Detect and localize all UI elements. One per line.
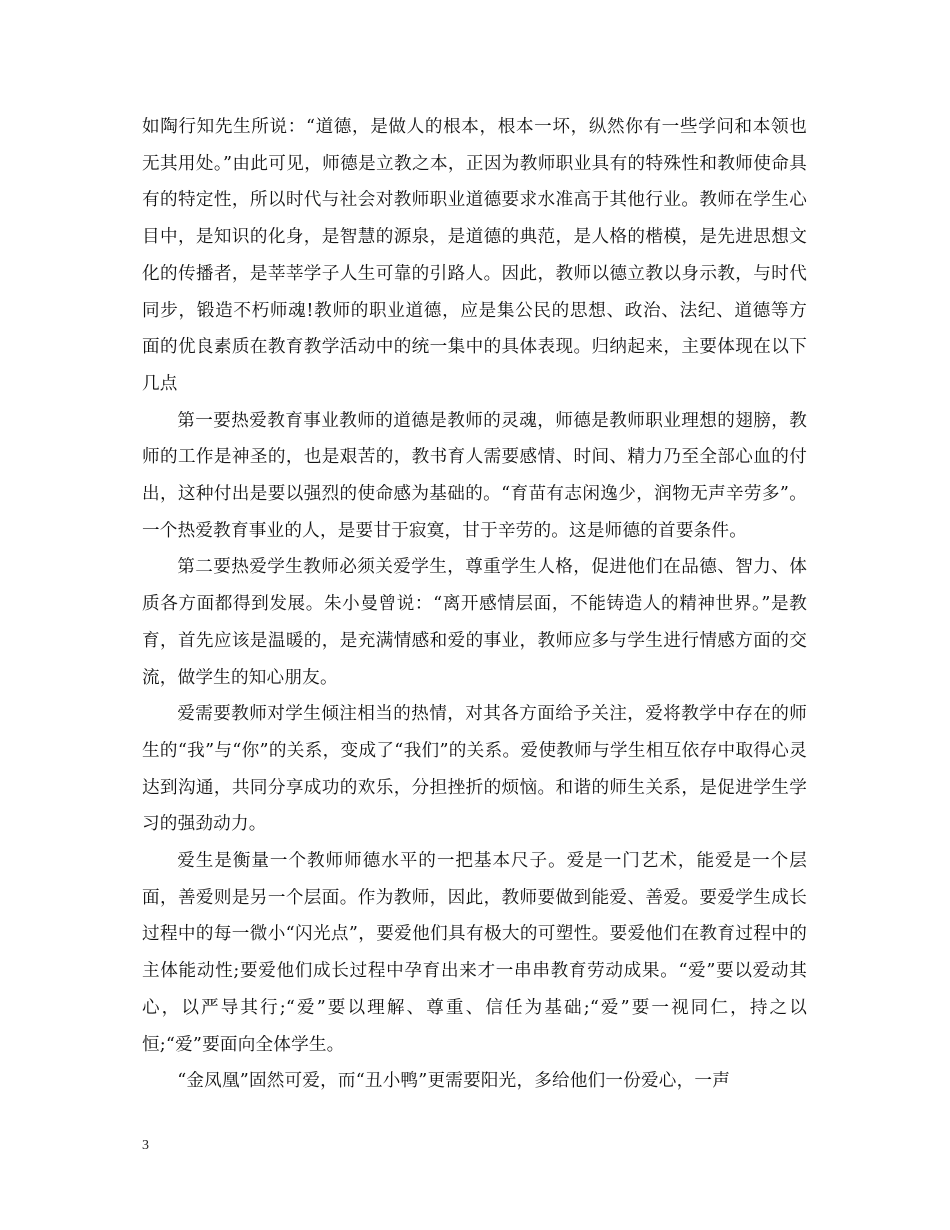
page-number: 3 [142, 1138, 149, 1153]
paragraph-3: 第二要热爱学生教师必须关爱学生，尊重学生人格，促进他们在品德、智力、体质各方面都得到发展。朱小曼曾说：“离开感情层面，不能铸造人的精神世界。”是教育，首先应该是温暖的，是充满情感和爱的事业，教师应多与学生进行情感方面的交流，做学生的知心朋友。 [142, 557, 807, 688]
paragraph-6: “金凤凰”固然可爱，而“丑小鸭”更需要阳光，多给他们一份爱心，一声 [177, 1071, 730, 1092]
paragraph-1: 如陶行知先生所说：“道德，是做人的根本，根本一坏，纵然你有一些学问和本领也无其用处。”由此可见，师德是立教之本，正因为教师职业具有的特殊性和教师使命具有的特定性，所以时代与社会对教师职业道德要求水准高于其他行业。教师在学生心目中，是知识的化身，是智慧的源泉，是道德的典范，是人格的楷模，是先进思想文化的传播者，是莘莘学子人生可靠的引路人。因此，教师以德立教以身示教，与时代同步，锻造不朽师魂!教师的职业道德，应是集公民的思想、政治、法纪、道德等方面的优良素质在教育教学活动中的统一集中的具体表现。归纳起来，主要体现在以下几点 [142, 117, 807, 394]
paragraph-4: 爱需要教师对学生倾注相当的热情，对其各方面给予关注，爱将教学中存在的师生的“我”与“你”的关系，变成了“我们”的关系。爱使教师与学生相互依存中取得心灵达到沟通，共同分享成功的欢乐，分担挫折的烦恼。和谐的师生关系，是促进学生学习的强劲动力。 [142, 704, 807, 835]
paragraph-5: 爱生是衡量一个教师师德水平的一把基本尺子。爱是一门艺术，能爱是一个层面，善爱则是另一个层面。作为教师，因此，教师要做到能爱、善爱。要爱学生成长过程中的每一微小“闪光点”，要爱他们具有极大的可塑性。要爱他们在教育过程中的主体能动性;要爱他们成长过程中孕育出来才一串串教育劳动成果。“爱”要以爱动其心，以严导其行;“爱”要以理解、尊重、信任为基础;“爱”要一视同仁，持之以恒;“爱”要面向全体学生。 [142, 851, 807, 1055]
paragraph-2: 第一要热爱教育事业教师的道德是教师的灵魂，师德是教师职业理想的翅膀，教师的工作是神圣的，也是艰苦的，教书育人需要感情、时间、精力乃至全部心血的付出，这种付出是要以强烈的使命感为基础的。“育苗有志闲逸少，润物无声辛劳多”。一个热爱教育事业的人，是要甘于寂寞，甘于辛劳的。这是师德的首要条件。 [142, 410, 807, 541]
document-body [142, 109, 807, 1100]
